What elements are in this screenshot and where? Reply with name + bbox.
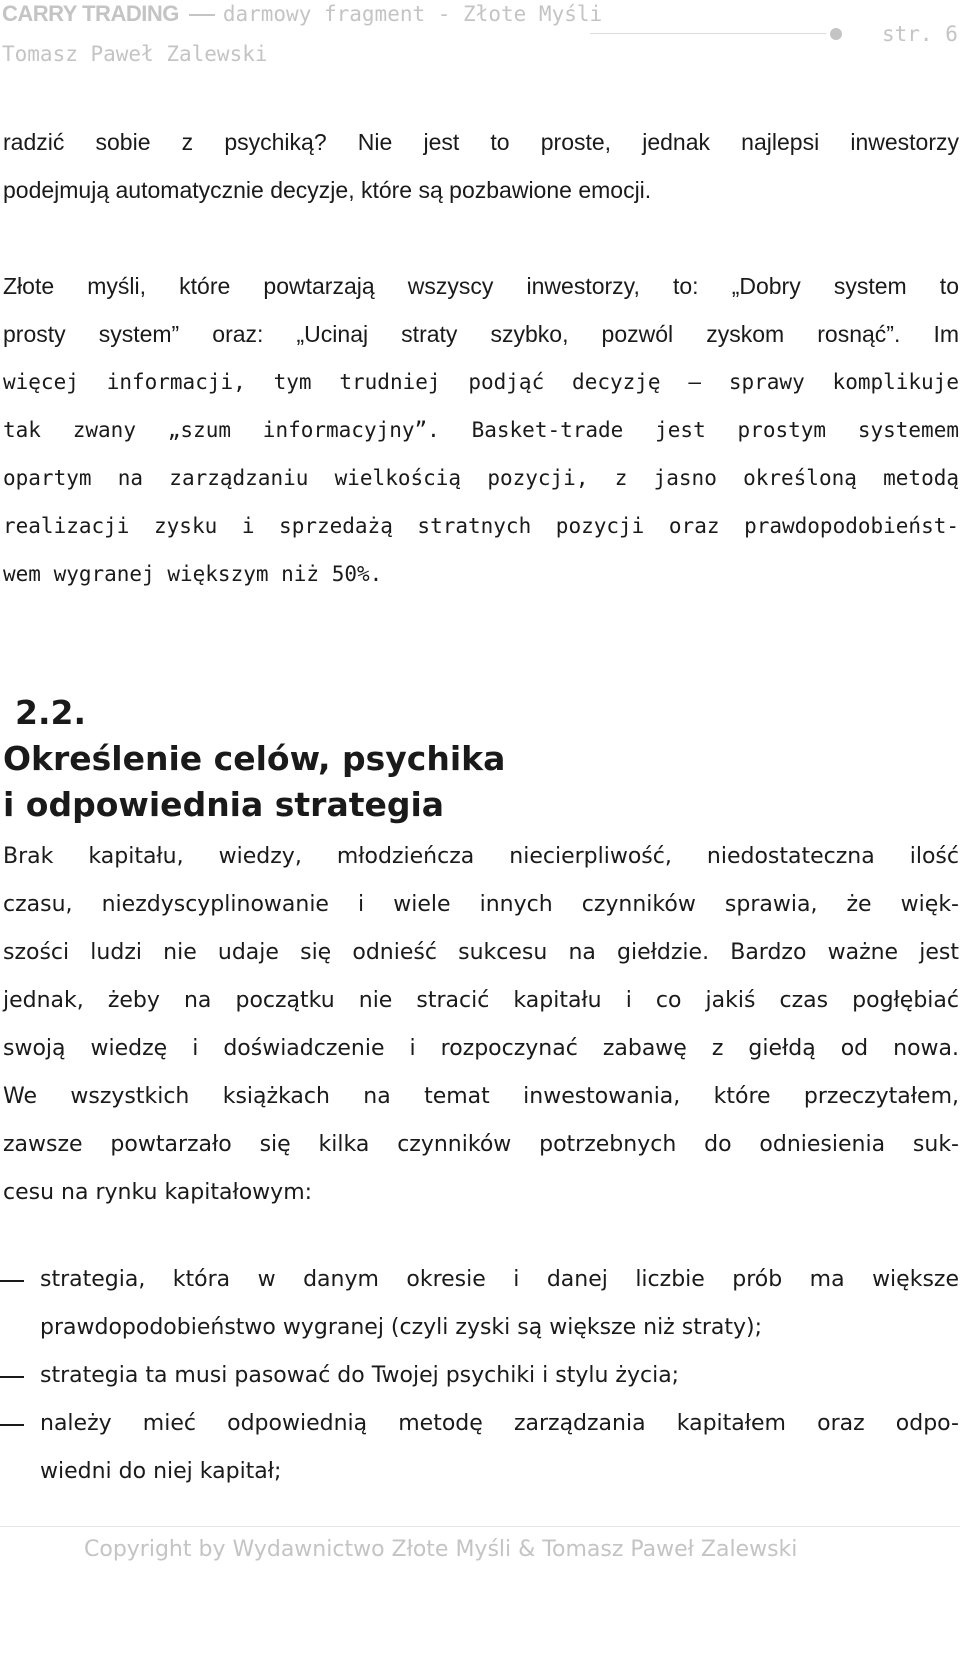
text-line: Brak kapitału, wiedzy, młodzieńcza niecierpliwość, niedostateczna ilość <box>3 844 959 869</box>
text-line: zawsze powtarzało się kilka czynników potrzebnych do odniesienia suk- <box>3 1132 959 1157</box>
page-header <box>0 0 960 75</box>
factors-list <box>0 1256 959 1496</box>
text-line: tak zwany „szum informacyjny”. Basket-trade jest prostym systemem <box>3 418 959 442</box>
section-heading <box>3 690 505 828</box>
text-line: opartym na zarządzaniu wielkością pozycji, z jasno określoną metodą <box>3 466 959 490</box>
list-item-text: strategia, która w danym okresie i danej liczbie prób ma większe <box>40 1267 959 1292</box>
text-line: podejmują automatycznie decyzje, które są pozbawione emocji. <box>3 177 652 203</box>
list-dash <box>0 1424 24 1426</box>
header-subtitle: darmowy fragment - Złote Myśli <box>222 2 603 26</box>
text-line: szości ludzi nie udaje się odnieść sukcesu na giełdzie. Bardzo ważne jest <box>3 940 959 965</box>
header-author: Tomasz Paweł Zalewski <box>2 42 268 66</box>
text-line: czasu, niezdyscyplinowanie i wiele innych czynników sprawia, że więk- <box>3 892 959 917</box>
list-item <box>0 1352 959 1400</box>
list-item-text: strategia ta musi pasować do Twojej psychiki i stylu życia; <box>40 1363 680 1388</box>
paragraph-success-factors <box>3 833 959 1217</box>
heading-line <box>3 690 505 782</box>
footer-copyright: Copyright by Wydawnictwo Złote Myśli & Tomasz Paweł Zalewski <box>84 1537 798 1562</box>
text-line: cesu na rynku kapitałowym: <box>3 1180 313 1205</box>
list-item <box>0 1256 959 1352</box>
text-line: Złote myśli, które powtarzają wszyscy inwestorzy, to: „Dobry system to <box>3 273 959 299</box>
text-line: więcej informacji, tym trudniej podjąć decyzję — sprawy komplikuje <box>3 370 959 394</box>
text-line: jednak, żeby na początku nie stracić kapitału i co jakiś czas pogłębiać <box>3 988 959 1013</box>
list-item-text: należy mieć odpowiednią metodę zarządzania kapitałem oraz odpo- <box>40 1411 959 1436</box>
header-rule <box>590 33 826 34</box>
text-line: wem wygranej większym niż 50%. <box>3 562 383 586</box>
list-item-text: prawdopodobieństwo wygranej (czyli zyski są większe niż straty); <box>40 1315 762 1340</box>
header-dash <box>189 14 215 16</box>
footer-rule <box>0 1526 960 1527</box>
book-title: CARRY TRADING <box>2 1 179 26</box>
section-number: 2.2. <box>15 693 86 732</box>
text-line: realizacji zysku i sprzedażą stratnych pozycji oraz prawdopodobieńst- <box>3 514 959 538</box>
section-title-part2: i odpowiednia strategia <box>3 785 445 824</box>
paragraph-golden-thoughts <box>3 262 959 598</box>
text-line: We wszystkich książkach na temat inwestowania, które przeczytałem, <box>3 1084 959 1109</box>
list-item-text: wiedni do niej kapitał; <box>40 1459 282 1484</box>
list-dash <box>0 1280 24 1282</box>
page-number: str. 6 <box>882 22 958 46</box>
list-dash <box>0 1376 24 1378</box>
paragraph-continuation <box>3 118 959 214</box>
list-item <box>0 1400 959 1496</box>
text-line: swoją wiedzę i doświadczenie i rozpoczynać zabawę z giełdą od nowa. <box>3 1036 959 1061</box>
text-line: radzić sobie z psychiką? Nie jest to proste, jednak najlepsi inwestorzy <box>3 129 959 155</box>
header-bullet <box>830 28 842 40</box>
text-line: prosty system” oraz: „Ucinaj straty szybko, pozwól zyskom rosnąć”. Im <box>3 321 959 347</box>
header-title-line <box>2 0 602 29</box>
section-title-part1: Określenie celów, psychika <box>3 739 506 778</box>
